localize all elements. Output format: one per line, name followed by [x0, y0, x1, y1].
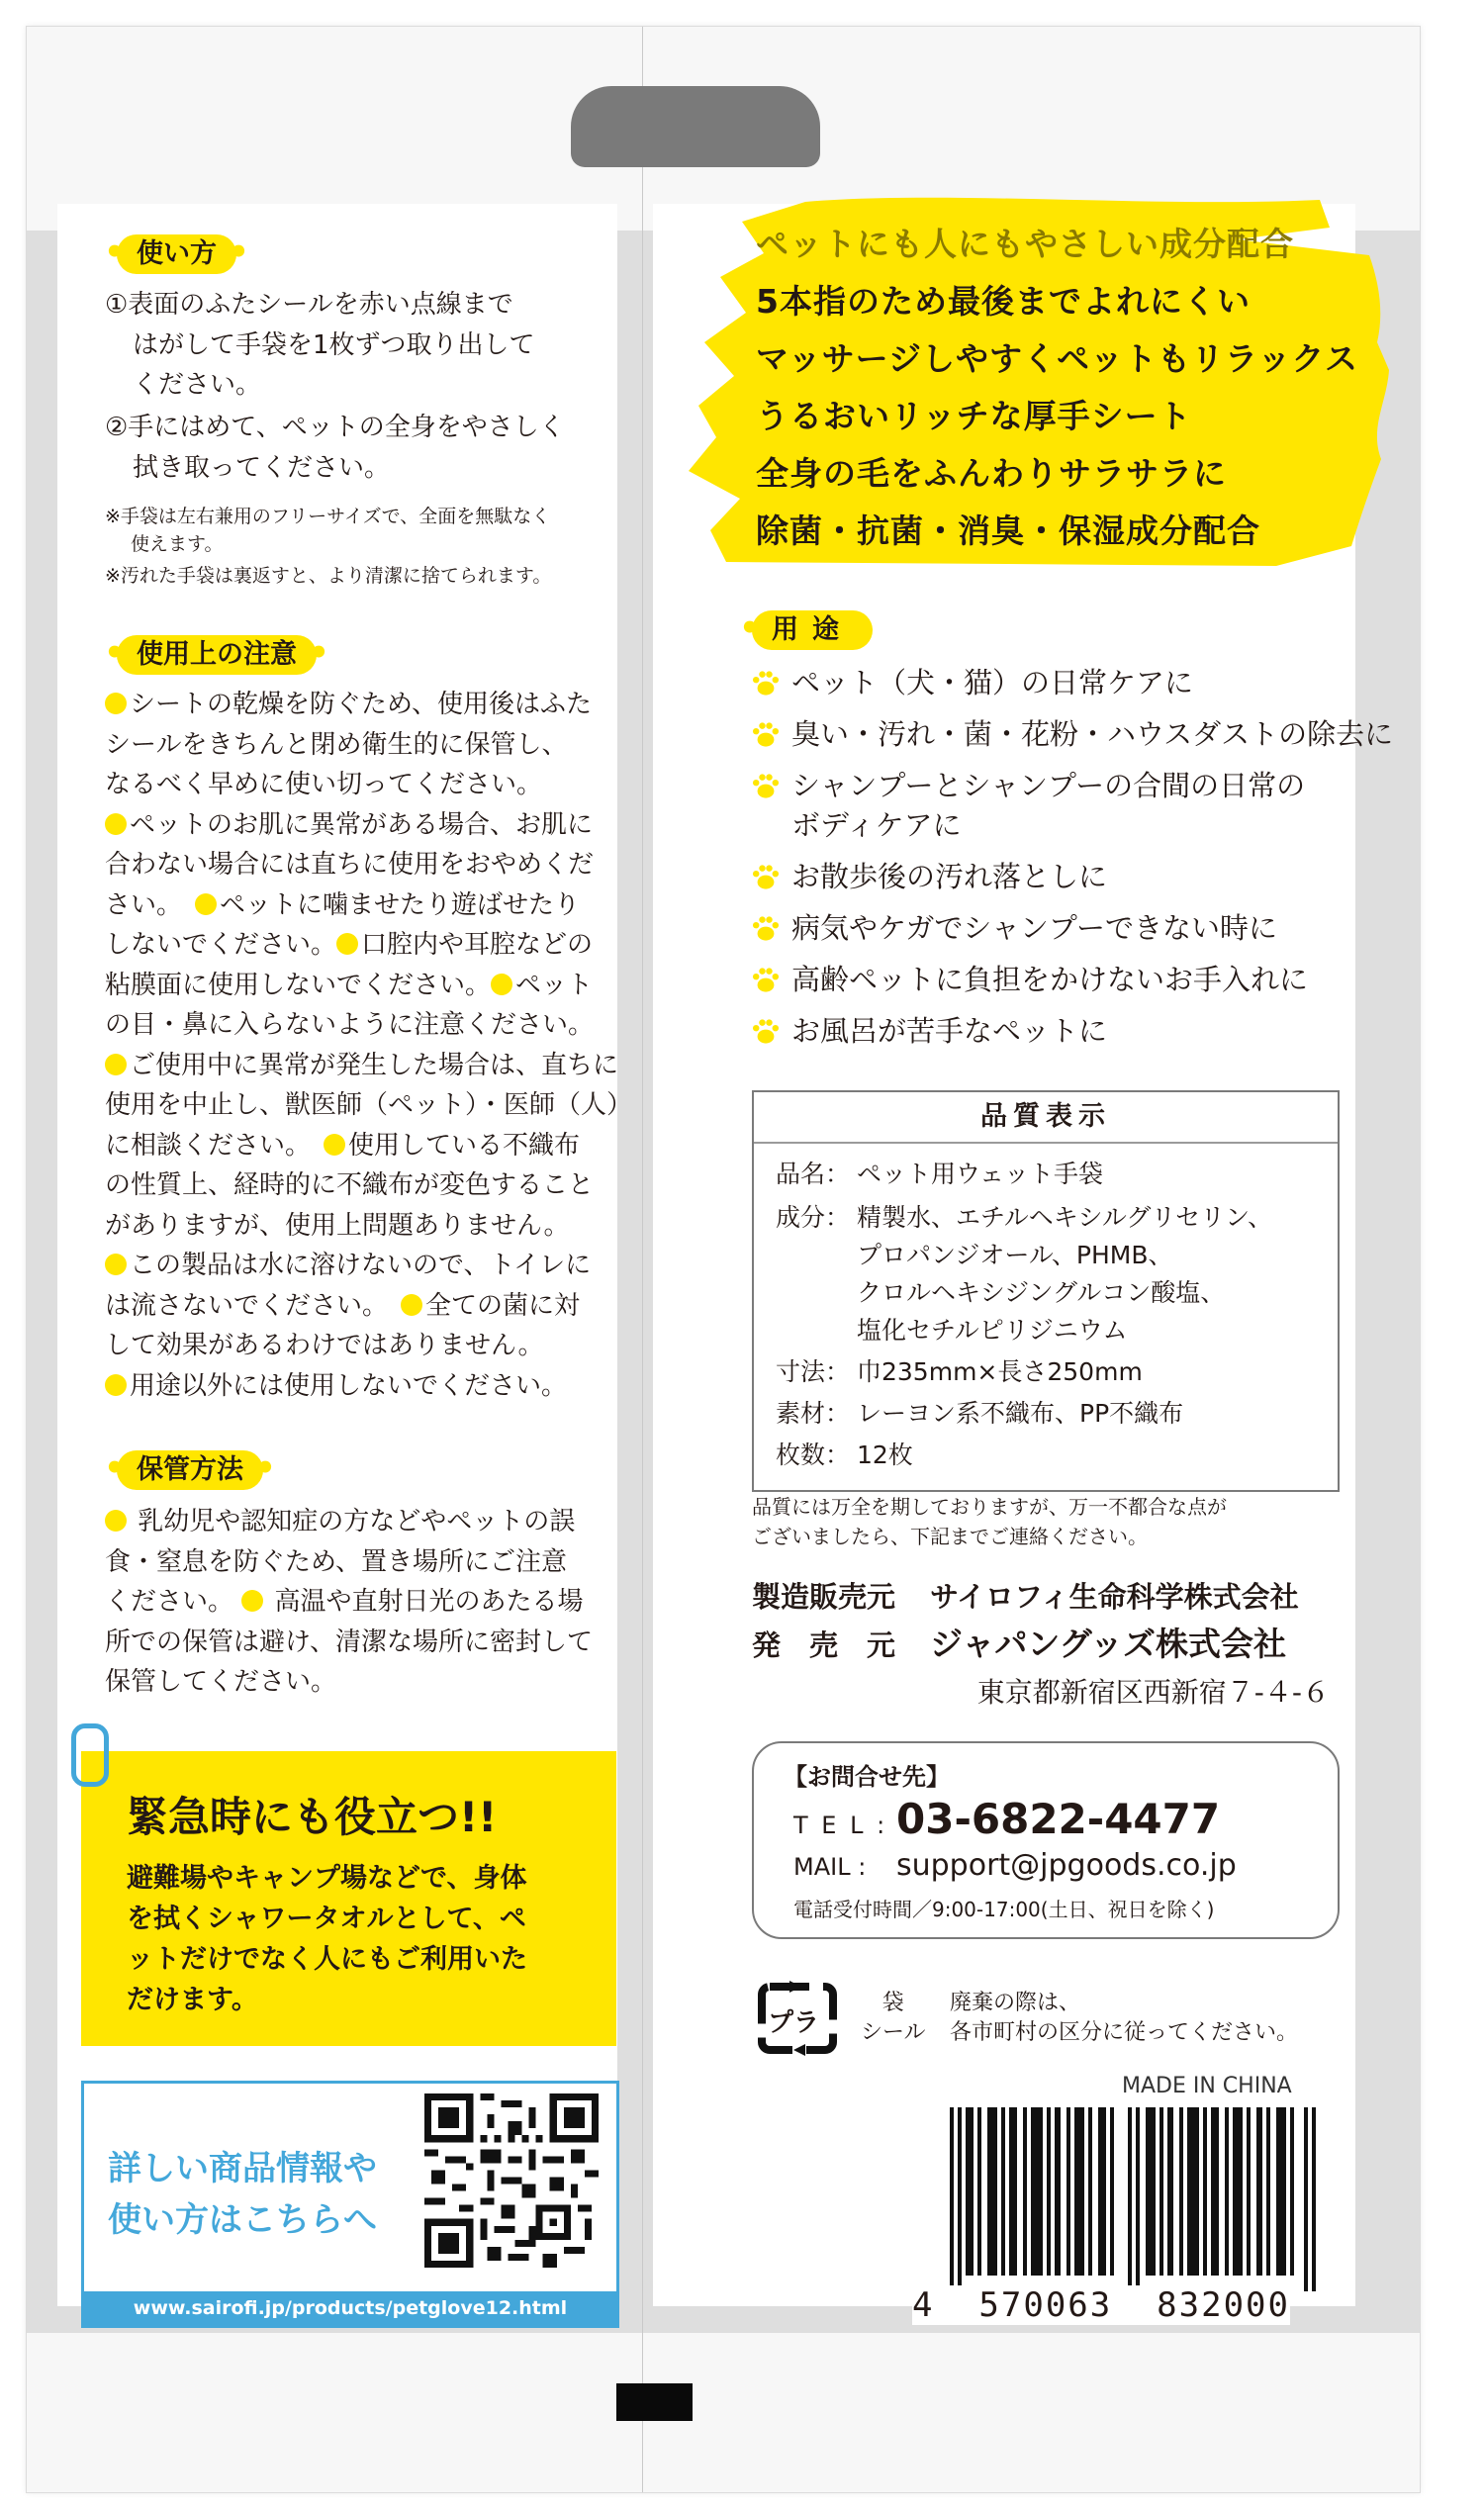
quality-table — [752, 1090, 1340, 1492]
contact-title: 【お問合せ先】 — [784, 1763, 950, 1791]
caution-line: ペットのお肌に異常がある場合、お肌に — [130, 809, 594, 840]
quality-row-count — [776, 1437, 913, 1474]
pla-mark-text: プラ — [768, 2008, 820, 2038]
quality-value: レーヨン系不織布、PP不織布 — [857, 1399, 1184, 1428]
yellow-dot-icon — [324, 1134, 345, 1156]
emergency-line: ットだけでなく人にもご利用いた — [127, 1944, 527, 1975]
tel-number[interactable]: 03-6822-4477 — [896, 1795, 1221, 1843]
uses-list — [752, 657, 1393, 1057]
use-item: 病気やケガでシャンプーできない時に — [791, 911, 1277, 945]
uses-title: • 用途 • — [752, 610, 873, 650]
quality-disclaimer — [752, 1492, 1227, 1551]
hanger-hole — [571, 86, 820, 167]
mail-address[interactable]: support@jpgoods.co.jp — [896, 1848, 1237, 1883]
quality-label: 成分： — [776, 1203, 851, 1232]
center-seam — [642, 27, 643, 2492]
usage-step1 — [105, 285, 535, 406]
paw-icon — [752, 772, 780, 799]
yellow-dot-icon — [336, 933, 358, 955]
usage-note-line: 使えます。 — [131, 533, 224, 555]
quality-label: 寸法： — [776, 1357, 851, 1386]
usage-step1-line: ください。 — [133, 370, 262, 400]
company-info — [752, 1573, 1336, 1717]
usage-step2 — [105, 408, 565, 488]
barcode-digits: 4 570063 832000 — [912, 2285, 1290, 2325]
yellow-dot-icon — [105, 1374, 127, 1396]
usage-step1-line: ①表面のふたシールを赤い点線まで — [105, 290, 513, 320]
quality-value: 塩化セチルピリジニウム — [857, 1316, 1128, 1345]
caution-line: この製品は水に溶けないので、トイレに — [130, 1251, 592, 1280]
quality-label: 素材： — [776, 1399, 851, 1428]
emergency-box — [81, 1751, 616, 2046]
feature-item: ペットにも人にもやさしい成分配合 — [756, 225, 1294, 263]
caution-line: がありますが、使用上問題ありません。 — [105, 1210, 570, 1241]
storage-line: 所での保管は避け、清潔な場所に密封して — [105, 1627, 593, 1657]
caution-line: は流さないでください。 — [105, 1290, 376, 1321]
qr-code-icon[interactable] — [424, 2093, 599, 2268]
maker-name: サイロフィ生命科学株式会社 — [930, 1580, 1299, 1614]
emergency-title: 緊急時にも役立つ!! — [127, 1793, 498, 1841]
seller-name: ジャパングッズ株式会社 — [930, 1625, 1287, 1663]
use-item: 臭い・汚れ・菌・花粉・ハウスダストの除去に — [791, 717, 1394, 751]
quality-value: ペット用ウェット手袋 — [857, 1160, 1104, 1188]
caution-line: ペット — [515, 970, 594, 1000]
feature-item: 除菌・抗菌・消臭・保湿成分配合 — [756, 512, 1260, 550]
quality-label: 枚数： — [776, 1441, 851, 1469]
usage-step2-line: ②手にはめて、ペットの全身をやさしく — [105, 413, 565, 442]
yellow-dot-icon — [105, 693, 127, 714]
caution-line: 使用を中止し、獣医師（ペット）・医師（人） — [105, 1090, 633, 1120]
paw-icon — [752, 1017, 780, 1045]
recycle-line: 廃棄の際は、 — [950, 1991, 1081, 2015]
emergency-line: を拭くシャワータオルとして、ペ — [127, 1904, 526, 1934]
feature-item: 全身の毛をふんわりサラサラに — [756, 454, 1227, 493]
quality-value: プロパンジオール、PHMB、 — [857, 1241, 1173, 1269]
disclaimer-line: ございましたら、下記までご連絡ください。 — [752, 1525, 1148, 1548]
use-item: 高齢ペットに負担をかけないお手入れに — [791, 963, 1309, 996]
quality-value: 12枚 — [857, 1441, 913, 1469]
caution-title: • 使用上の注意 • — [117, 635, 317, 675]
paw-icon — [752, 669, 780, 697]
barcode — [950, 2107, 1320, 2291]
caution-line: ご使用中に異常が発生した場合は、直ちに — [130, 1050, 619, 1080]
mail-label: MAIL : — [793, 1853, 867, 1881]
quality-value: 精製水、エチルヘキシルグリセリン、 — [857, 1203, 1273, 1232]
qr-text-line: 使い方はこちらへ — [108, 2200, 377, 2240]
yellow-dot-icon — [491, 974, 512, 995]
yellow-dot-icon — [105, 813, 127, 835]
recycle-item: シール — [861, 2020, 926, 2045]
paw-icon — [752, 720, 780, 748]
storage-line: 保管してください。 — [105, 1667, 337, 1697]
usage-note2: ※汚れた手袋は裏返すと、より清潔に捨てられます。 — [105, 565, 552, 587]
storage-text — [105, 1502, 619, 1703]
caution-line: ペットに噛ませたり遊ばせたり — [220, 889, 581, 920]
storage-title: • 保管方法 • — [117, 1450, 263, 1490]
use-item: お散歩後の汚れ落としに — [791, 860, 1108, 893]
storage-line: 乳幼児や認知症の方などやペットの誤 — [138, 1507, 576, 1536]
yellow-dot-icon — [105, 1254, 127, 1275]
made-in-label: MADE IN CHINA — [1122, 2074, 1292, 2098]
contact-tel-row — [793, 1795, 1328, 1843]
use-item: シャンプーとシャンプーの合間の日常の — [791, 769, 1306, 802]
yellow-dot-icon — [105, 1054, 127, 1075]
usage-step2-line: 拭き取ってください。 — [133, 452, 391, 483]
feature-item: マッサージしやすくペットもリラックス — [756, 339, 1359, 378]
contact-mail-row — [793, 1848, 1328, 1883]
caution-line: しないでください。 — [105, 930, 337, 960]
quality-row-size — [776, 1353, 1143, 1391]
caution-line: シールをきちんと閉め衛生的に保管し、 — [105, 729, 568, 760]
recycle-items — [861, 1989, 926, 2048]
quality-value: クロルヘキシジングルコン酸塩、 — [857, 1278, 1226, 1307]
quality-row-ingredients — [776, 1199, 1272, 1349]
caution-line: さい。 — [105, 889, 170, 920]
storage-line: ください。 — [105, 1587, 234, 1617]
emergency-line: 避難場やキャンプ場などで、身体 — [127, 1863, 527, 1894]
usage-note-line: ※手袋は左右兼用のフリーサイズで、全面を無駄なく — [105, 506, 551, 527]
features-list — [756, 216, 1358, 560]
pla-recycle-icon — [756, 1977, 839, 2060]
caution-line: に相談ください。 — [105, 1130, 299, 1161]
qr-info-box — [81, 2081, 619, 2328]
caution-line: して効果があるわけではありません。 — [105, 1331, 544, 1360]
storage-line: 食・窒息を防ぐため、置き場所にご注意 — [105, 1546, 567, 1577]
qr-text-line: 詳しい商品情報や — [108, 2149, 377, 2188]
quality-title: 品質表示 — [754, 1092, 1338, 1144]
paperclip-icon — [71, 1723, 109, 1787]
use-item: ボディケアに — [791, 808, 962, 842]
contact-box — [752, 1741, 1340, 1939]
black-notch — [616, 2383, 693, 2421]
recycle-text — [950, 1989, 1298, 2048]
storage-line: 高温や直射日光のあたる場 — [274, 1587, 584, 1617]
company-address: 東京都新宿区西新宿７-４-６ — [976, 1676, 1330, 1709]
caution-line: なるべく早めに使い切ってください。 — [105, 770, 543, 799]
quality-row-name — [776, 1156, 1103, 1193]
caution-text — [105, 685, 633, 1406]
caution-line: 用途以外には使用しないでください。 — [130, 1370, 568, 1401]
emergency-line: だけます。 — [127, 1985, 258, 2015]
caution-line: 合わない場合には直ちに使用をおやめくだ — [105, 850, 595, 880]
yellow-dot-icon — [241, 1590, 263, 1612]
qr-text — [108, 2143, 377, 2246]
maker-label: 製造販売元 — [752, 1580, 896, 1614]
yellow-dot-icon — [401, 1294, 422, 1316]
usage-title: • 使い方 • — [117, 234, 236, 274]
yellow-dot-icon — [105, 1510, 127, 1532]
emergency-text — [127, 1858, 527, 2020]
usage-step1-line: はがして手袋を1枚ずつ取り出して — [133, 329, 535, 360]
recycle-line: 各市町村の区分に従ってください。 — [950, 2020, 1299, 2045]
paw-icon — [752, 914, 780, 942]
paw-icon — [752, 966, 780, 993]
recycle-item: 袋 — [881, 1991, 904, 2015]
feature-item: 5本指のため最後までよれにくい — [756, 282, 1251, 321]
tel-label: T E L : — [793, 1812, 888, 1839]
quality-label: 品名： — [776, 1160, 851, 1188]
bottom-seal-band — [27, 2333, 1420, 2492]
caution-line: 使用している不織布 — [348, 1130, 581, 1161]
caution-line: の性質上、経時的に不織布が変色すること — [105, 1170, 595, 1200]
seller-label: 発 売 元 — [752, 1628, 896, 1662]
caution-line: 口腔内や耳腔などの — [361, 930, 594, 960]
paw-icon — [752, 863, 780, 890]
caution-line: 粘膜面に使用しないでください。 — [105, 970, 492, 1000]
disclaimer-line: 品質には万全を期しておりますが、万一不都合な点が — [752, 1495, 1227, 1519]
feature-item: うるおいリッチな厚手シート — [756, 397, 1192, 435]
product-url[interactable]: www.sairofi.jp/products/petglove12.html — [84, 2291, 616, 2325]
caution-line: の目・鼻に入らないように注意ください。 — [105, 1010, 595, 1040]
usage-note1 — [105, 503, 550, 558]
contact-hours: 電話受付時間／9:00-17:00(土日、祝日を除く) — [793, 1898, 1215, 1921]
quality-value: 巾235mm×長さ250mm — [857, 1357, 1143, 1386]
yellow-dot-icon — [195, 893, 217, 915]
use-item: お風呂が苦手なペットに — [791, 1014, 1108, 1048]
caution-line: シートの乾燥を防ぐため、使用後はふた — [130, 690, 592, 719]
use-item: ペット（犬・猫）の日常ケアに — [791, 666, 1194, 699]
quality-row-material — [776, 1395, 1183, 1433]
caution-line: 全ての菌に対 — [425, 1290, 581, 1321]
